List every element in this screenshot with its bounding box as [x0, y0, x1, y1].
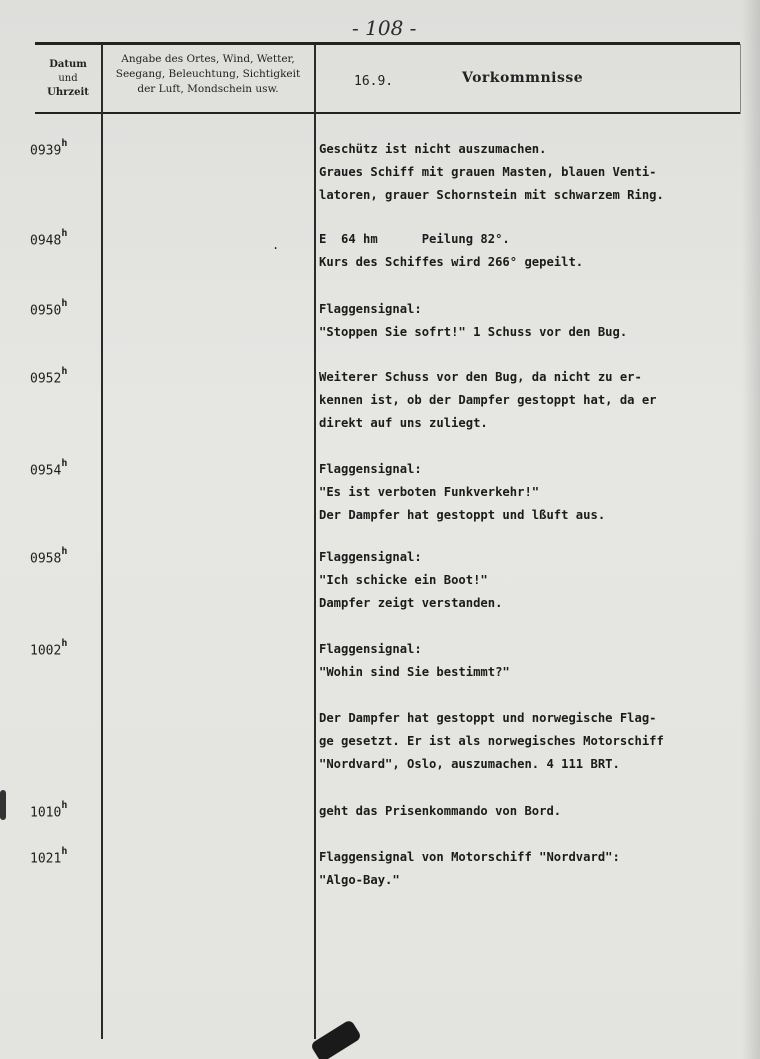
entry-time-suffix: h: [61, 638, 68, 649]
entry-time-suffix: h: [61, 458, 68, 469]
entry-line: ge gesetzt. Er ist als norwegisches Motorschiff: [319, 734, 664, 748]
entry-line: "Nordvard", Oslo, auszumachen. 4 111 BRT.: [319, 757, 620, 771]
ink-smudge: [310, 1019, 362, 1059]
page-number: - 108 -: [352, 16, 417, 40]
entry-time-suffix: h: [61, 298, 68, 309]
entry-line: Geschütz ist nicht auszumachen.: [319, 142, 547, 156]
entry-text: [319, 366, 759, 435]
entry-line: geht das Prisenkommando von Bord.: [319, 804, 562, 818]
entry-time: [30, 228, 68, 249]
entry-time-value: 0939: [30, 143, 62, 159]
entry-time: [30, 138, 68, 159]
entry-text: [319, 546, 759, 615]
header-date: 16.9.: [354, 74, 394, 89]
entry-time-value: 0958: [30, 551, 62, 567]
margin-mark: [0, 790, 6, 820]
entry-line: Weiterer Schuss vor den Bug, da nicht zu er-: [319, 370, 642, 384]
entry-line: Flaggensignal:: [319, 550, 422, 564]
header-rule: [35, 112, 740, 114]
entry-line: Flaggensignal von Motorschiff "Nordvard":: [319, 850, 620, 864]
entry-time-value: 0952: [30, 371, 62, 387]
entry-time-value: 0950: [30, 303, 62, 319]
column-divider-3: [740, 44, 741, 114]
entry-line: Der Dampfer hat gestoppt und norwegische Flag-: [319, 711, 657, 725]
entry-text: [319, 458, 759, 527]
entry-line: "Es ist verboten Funkverkehr!": [319, 485, 540, 499]
header-ort-line2: Seegang, Beleuchtung, Sichtigkeit: [115, 68, 301, 80]
header-datum: [36, 58, 100, 100]
entry-text: [319, 800, 759, 823]
entry-line: "Ich schicke ein Boot!": [319, 573, 488, 587]
entry-text: [319, 138, 759, 207]
entry-time-value: 1010: [30, 805, 62, 821]
entry-line: latoren, grauer Schornstein mit schwarzem Ring.: [319, 188, 664, 202]
column-divider-1: [101, 44, 103, 1039]
entry-time: [30, 458, 68, 479]
entry-line: Dampfer zeigt verstanden.: [319, 596, 503, 610]
entry-line: Der Dampfer hat gestoppt und lßuft aus.: [319, 508, 606, 522]
header-ort-line1: Angabe des Ortes, Wind, Wetter,: [121, 53, 295, 65]
entry-time: [30, 800, 68, 821]
entry-line: Kurs des Schiffes wird 266° gepeilt.: [319, 255, 584, 269]
entry-line: Flaggensignal:: [319, 642, 422, 656]
entry-line: E 64 hm Peilung 82°.: [319, 232, 510, 246]
header-datum-line1: Datum: [49, 59, 87, 70]
entry-text: [319, 638, 759, 776]
entry-time: [30, 298, 68, 319]
top-rule: [35, 42, 740, 45]
entry-time-suffix: h: [61, 546, 68, 557]
entry-time-value: 0954: [30, 463, 62, 479]
entry-time-value: 0948: [30, 233, 62, 249]
header-datum-line3: Uhrzeit: [47, 87, 89, 98]
entry-time: [30, 546, 68, 567]
entry-time: [30, 638, 68, 659]
header-ort-line3: der Luft, Mondschein usw.: [137, 83, 279, 95]
entry-line: Graues Schiff mit grauen Masten, blauen Venti-: [319, 165, 657, 179]
entry-time-suffix: h: [61, 366, 68, 377]
entry-line: Flaggensignal:: [319, 462, 422, 476]
entry-line: [319, 684, 759, 707]
entry-time-value: 1002: [30, 643, 62, 659]
entry-time: [30, 366, 68, 387]
entry-text: [319, 228, 759, 274]
entry-time-value: 1021: [30, 851, 62, 867]
entry-line: Flaggensignal:: [319, 302, 422, 316]
header-vorkommnisse: Vorkommnisse: [462, 70, 584, 86]
column-divider-2: [314, 44, 316, 1039]
entry-time: [30, 846, 68, 867]
entry-text: [319, 298, 759, 344]
entry-line: "Stoppen Sie sofrt!" 1 Schuss vor den Bug.: [319, 325, 628, 339]
entry-text: [319, 846, 759, 892]
entry-line: "Wohin sind Sie bestimmt?": [319, 665, 510, 679]
entry-line: direkt auf uns zuliegt.: [319, 416, 488, 430]
entry-time-suffix: h: [61, 138, 68, 149]
entry-time-suffix: h: [61, 800, 68, 811]
stray-dot: .: [272, 238, 280, 252]
entry-time-suffix: h: [61, 846, 68, 857]
header-datum-line2: und: [58, 73, 78, 84]
entry-line: kennen ist, ob der Dampfer gestoppt hat, da er: [319, 393, 657, 407]
header-ort: [104, 52, 312, 97]
entry-line: "Algo-Bay.": [319, 873, 400, 887]
entry-time-suffix: h: [61, 228, 68, 239]
